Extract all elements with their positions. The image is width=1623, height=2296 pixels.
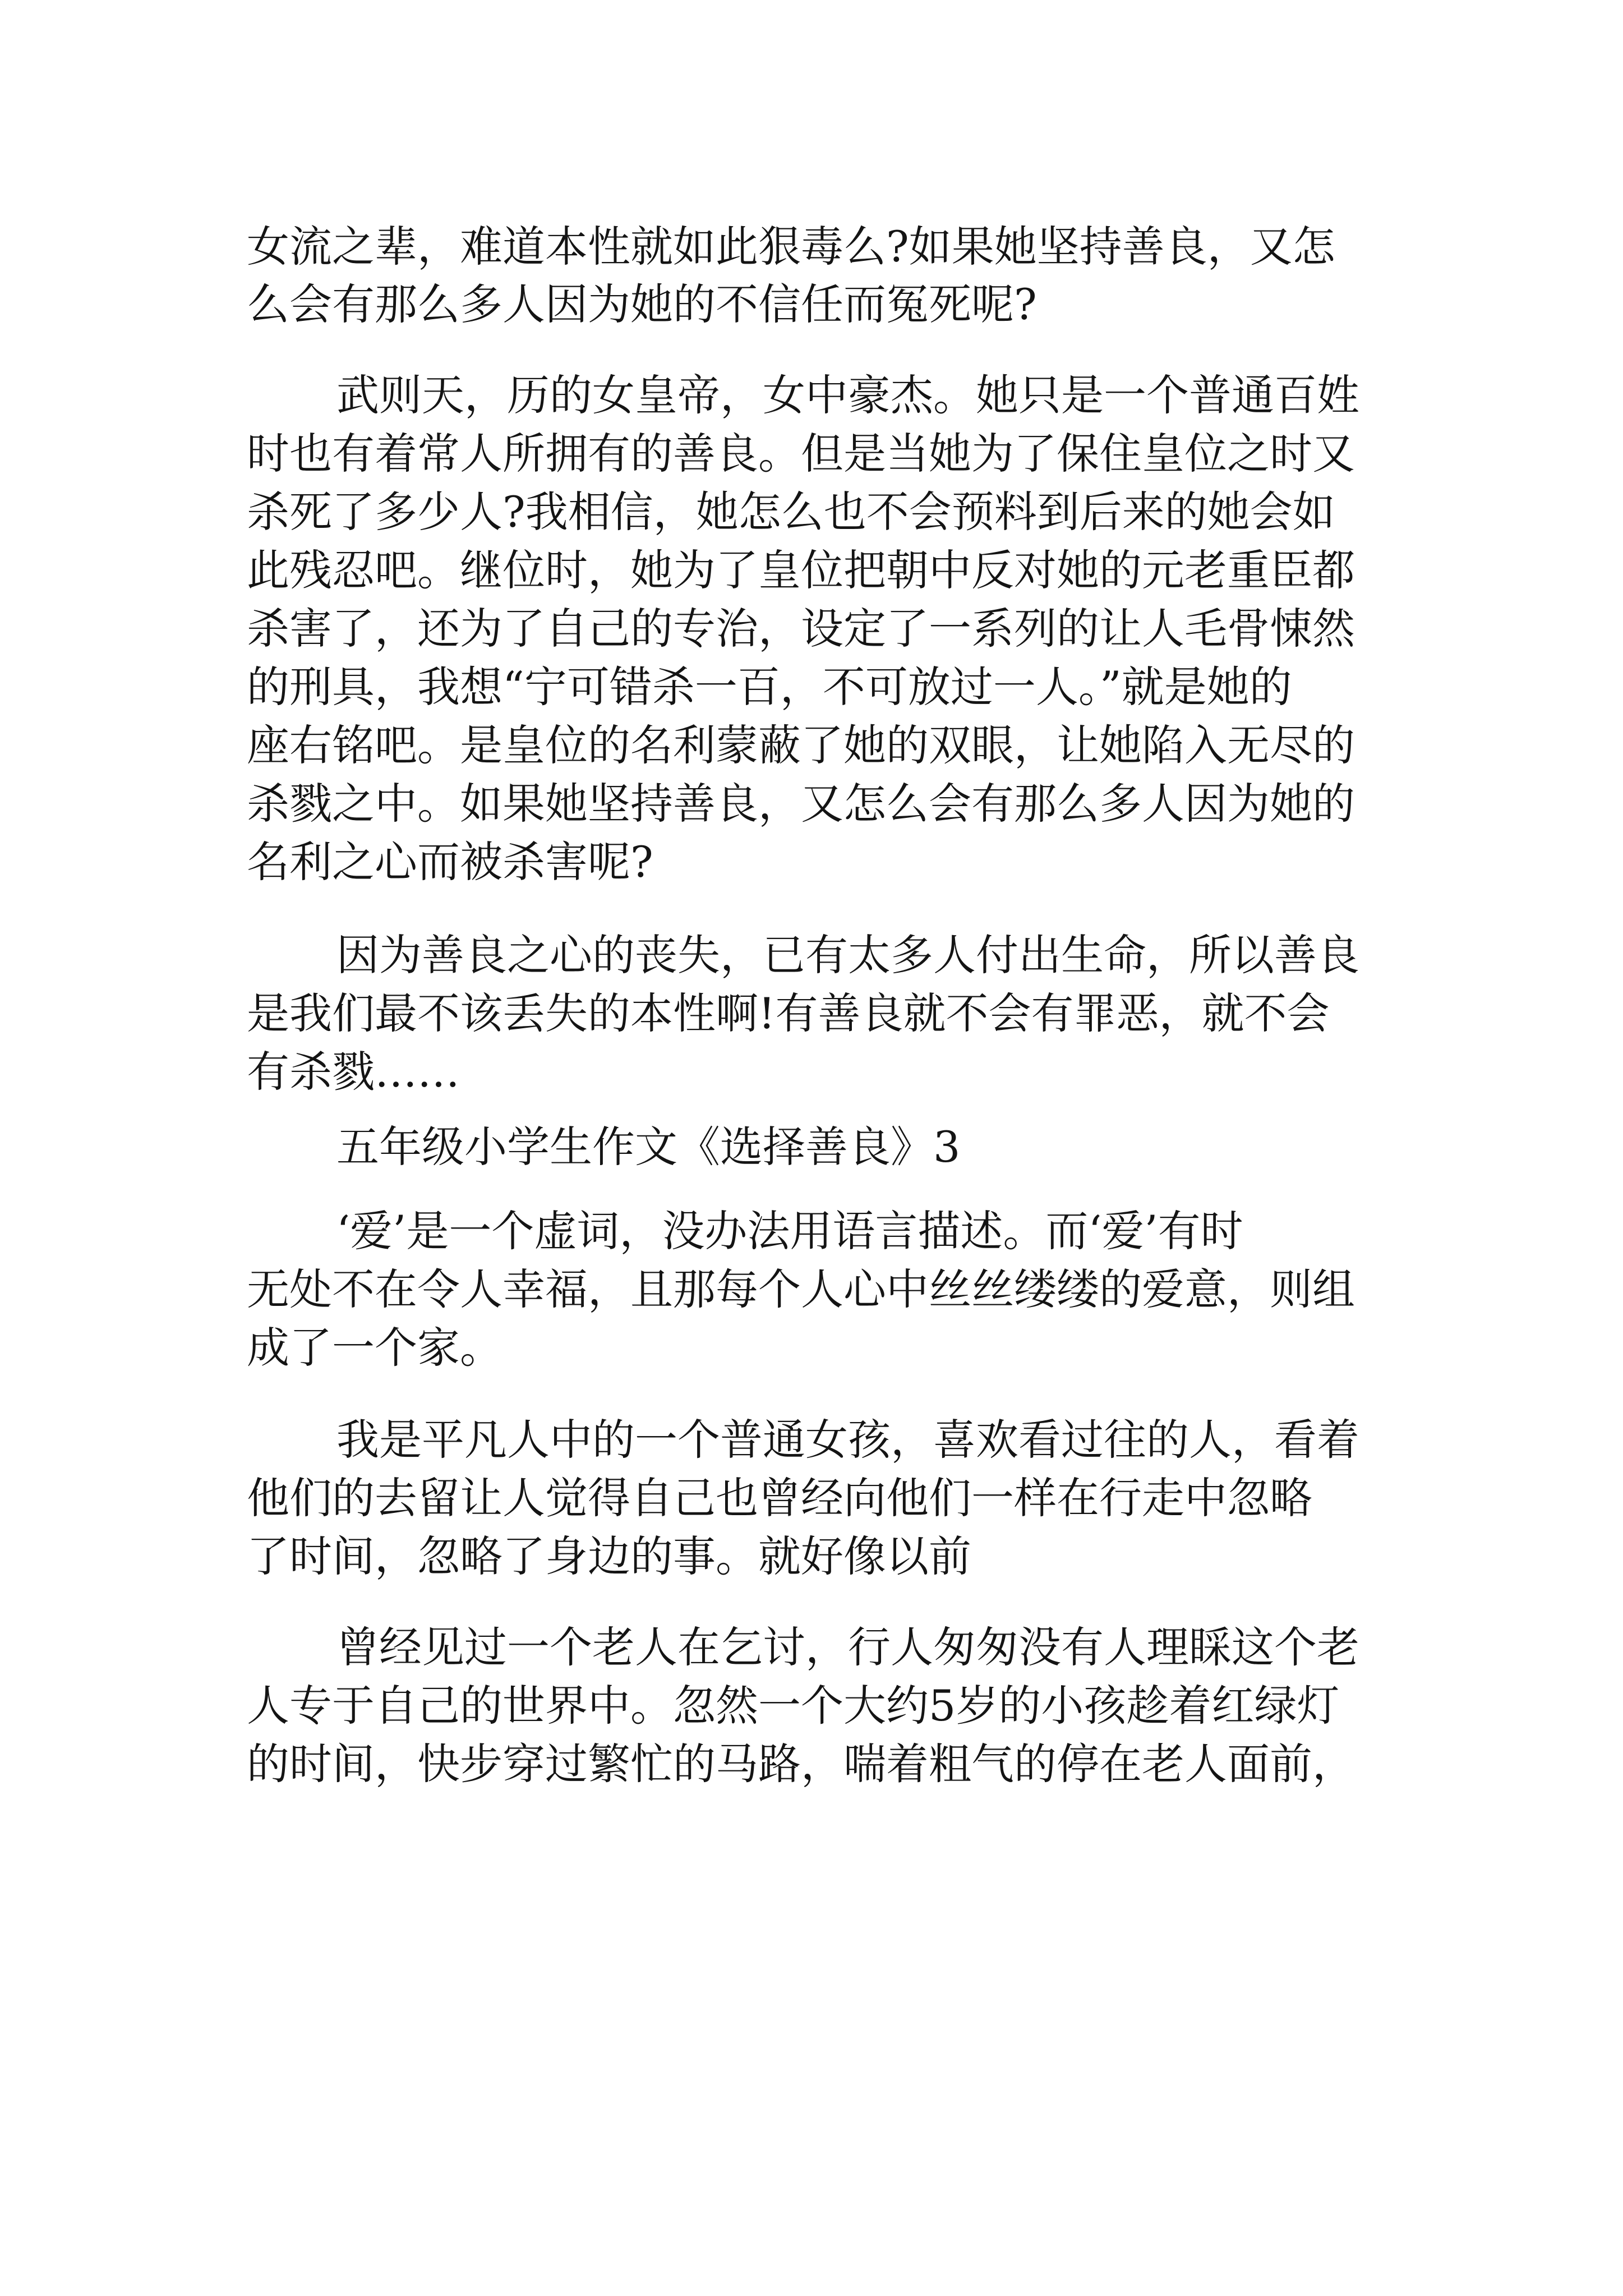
- paragraph-first-line: ‘爱’是一个虚词，没办法用语言描述。而‘爱’有时: [336, 1206, 1243, 1256]
- paragraph-first-line: 武则天，历的女皇帝，女中豪杰。她只是一个普通百姓: [336, 370, 1359, 420]
- text-line: 女流之辈，难道本性就如此狠毒么?如果她坚持善良，又怎: [247, 222, 1335, 272]
- paragraph-first-line: 我是平凡人中的一个普通女孩，喜欢看过往的人，看着: [336, 1415, 1359, 1465]
- text-line: 他们的去留让人觉得自己也曾经向他们一样在行走中忽略: [247, 1473, 1312, 1523]
- text-line: 的时间，快步穿过繁忙的马路，喘着粗气的停在老人面前，: [247, 1739, 1355, 1789]
- text-line: 名利之心而被杀害呢?: [247, 837, 653, 887]
- text-line: 杀戮之中。如果她坚持善良，又怎么会有那么多人因为她的: [247, 779, 1355, 829]
- text-line: 人专于自己的世界中。忽然一个大约5岁的小孩趁着红绿灯: [247, 1681, 1340, 1731]
- text-line: 么会有那么多人因为她的不信任而冤死呢?: [247, 279, 1037, 329]
- text-line: 成了一个家。: [247, 1323, 502, 1373]
- text-line: 座右铭吧。是皇位的名利蒙蔽了她的双眼，让她陷入无尽的: [247, 720, 1355, 770]
- section-heading: 五年级小学生作文《选择善良》3: [336, 1122, 961, 1172]
- text-line: 有杀戮……: [247, 1047, 460, 1097]
- text-line: 了时间，忽略了身边的事。就好像以前: [247, 1531, 971, 1581]
- paragraph-first-line: 曾经见过一个老人在乞讨，行人匆匆没有人理睬这个老: [336, 1622, 1359, 1672]
- paragraph-first-line: 因为善良之心的丧失，已有太多人付出生命，所以善良: [336, 930, 1359, 980]
- text-line: 时也有着常人所拥有的善良。但是当她为了保住皇位之时又: [247, 429, 1355, 478]
- text-line: 的刑具，我想“宁可错杀一百，不可放过一人。”就是她的: [247, 662, 1292, 712]
- text-line: 杀害了，还为了自己的专治，设定了一系列的让人毛骨悚然: [247, 604, 1355, 654]
- text-line: 此残忍吧。继位时，她为了皇位把朝中反对她的元老重臣都: [247, 545, 1355, 595]
- text-line: 杀死了多少人?我相信，她怎么也不会预料到后来的她会如: [247, 487, 1335, 537]
- text-line: 是我们最不该丢失的本性啊!有善良就不会有罪恶，就不会: [247, 988, 1330, 1038]
- text-line: 无处不在令人幸福，且那每个人心中丝丝缕缕的爱意，则组: [247, 1264, 1355, 1314]
